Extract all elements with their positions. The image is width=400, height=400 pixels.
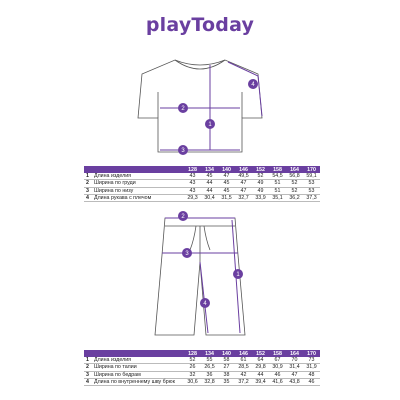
cell: 30,6 (184, 378, 201, 385)
brand-logo: playToday (145, 14, 255, 36)
cell: 47 (235, 180, 252, 187)
size-header: 152 (252, 350, 269, 357)
table-row (84, 180, 320, 187)
pants-size-table (84, 350, 320, 386)
cell: 31,9 (303, 364, 320, 371)
row-label: Длина по внутреннему шву брюк (94, 378, 184, 385)
size-header: 146 (235, 350, 252, 357)
table-header-blank (84, 350, 94, 357)
table-header-blank (94, 166, 184, 173)
cell: 45 (201, 173, 218, 180)
row-number: 3 (84, 187, 94, 194)
size-header: 146 (235, 166, 252, 173)
table-row (84, 378, 320, 385)
cell: 41,6 (269, 378, 286, 385)
cell: 55 (201, 357, 218, 364)
cell: 32,7 (235, 194, 252, 201)
cell: 56,8 (286, 173, 303, 180)
table-row (84, 357, 320, 364)
cell: 30,4 (201, 194, 218, 201)
row-number: 4 (84, 194, 94, 201)
cell: 38 (218, 371, 235, 378)
cell: 44 (201, 180, 218, 187)
tshirt-size-table (84, 166, 320, 202)
size-header: 140 (218, 166, 235, 173)
cell: 36,2 (286, 194, 303, 201)
cell: 52 (184, 357, 201, 364)
size-header: 128 (184, 350, 201, 357)
cell: 47 (218, 173, 235, 180)
pants-marker-4-label: 4 (203, 301, 207, 307)
table-header-blank (84, 166, 94, 173)
row-label: Длина изделия (94, 173, 184, 180)
cell: 27 (218, 364, 235, 371)
table-row (84, 187, 320, 194)
tshirt-size-header-row (84, 166, 320, 173)
cell: 53 (303, 180, 320, 187)
table-header-blank (94, 350, 184, 357)
cell: 35,1 (269, 194, 286, 201)
size-header: 140 (218, 350, 235, 357)
cell: 26,5 (201, 364, 218, 371)
cell: 46 (303, 378, 320, 385)
cell: 64 (252, 357, 269, 364)
row-number: 3 (84, 371, 94, 378)
tshirt-marker-3-label: 3 (181, 148, 185, 154)
row-label: Ширина по талии (94, 364, 184, 371)
row-label: Длина рукава с плечом (94, 194, 184, 201)
cell: 58 (218, 357, 235, 364)
cell: 39,4 (252, 378, 269, 385)
cell: 35 (218, 378, 235, 385)
cell: 47 (235, 187, 252, 194)
cell: 43 (184, 187, 201, 194)
cell: 70 (286, 357, 303, 364)
tshirt-marker-2-label: 2 (181, 106, 185, 112)
cell: 51 (269, 180, 286, 187)
row-number: 2 (84, 364, 94, 371)
cell: 37,3 (303, 194, 320, 201)
cell: 52 (286, 187, 303, 194)
row-number: 1 (84, 173, 94, 180)
size-header: 128 (184, 166, 201, 173)
row-number: 4 (84, 378, 94, 385)
cell: 29,3 (184, 194, 201, 201)
size-header: 170 (303, 166, 320, 173)
cell: 59,1 (303, 173, 320, 180)
cell: 67 (269, 357, 286, 364)
tshirt-drawing (138, 60, 262, 152)
cell: 49 (252, 180, 269, 187)
size-header: 170 (303, 350, 320, 357)
size-header: 158 (269, 350, 286, 357)
row-number: 2 (84, 180, 94, 187)
cell: 53 (303, 187, 320, 194)
cell: 48 (303, 371, 320, 378)
table-row (84, 173, 320, 180)
cell: 36 (201, 371, 218, 378)
pants-drawing (155, 218, 245, 335)
row-label: Ширина по низу (94, 187, 184, 194)
row-label: Ширина по груди (94, 180, 184, 187)
table-row (84, 364, 320, 371)
row-number: 1 (84, 357, 94, 364)
cell: 29,8 (252, 364, 269, 371)
row-label: Ширина по бедрам (94, 371, 184, 378)
cell: 46 (269, 371, 286, 378)
size-header: 164 (286, 350, 303, 357)
table-row (84, 194, 320, 201)
cell: 31,4 (286, 364, 303, 371)
cell: 32,8 (201, 378, 218, 385)
pants-marker-1-label: 1 (236, 272, 240, 278)
cell: 43,8 (286, 378, 303, 385)
row-label: Длина изделия (94, 357, 184, 364)
cell: 31,5 (218, 194, 235, 201)
size-header: 134 (201, 350, 218, 357)
cell: 61 (235, 357, 252, 364)
cell: 37,2 (235, 378, 252, 385)
size-header: 164 (286, 166, 303, 173)
cell: 30,9 (269, 364, 286, 371)
size-header: 158 (269, 166, 286, 173)
cell: 32 (184, 371, 201, 378)
cell: 26 (184, 364, 201, 371)
cell: 52 (286, 180, 303, 187)
cell: 49 (252, 187, 269, 194)
pants-marker-3-label: 3 (185, 251, 189, 257)
cell: 42 (235, 371, 252, 378)
tshirt-marker-1-label: 1 (208, 122, 212, 128)
cell: 73 (303, 357, 320, 364)
cell: 44 (252, 371, 269, 378)
pants-size-header-row (84, 350, 320, 357)
size-header: 134 (201, 166, 218, 173)
cell: 52 (252, 173, 269, 180)
cell: 28,5 (235, 364, 252, 371)
cell: 54,5 (269, 173, 286, 180)
cell: 43 (184, 180, 201, 187)
cell: 47 (286, 371, 303, 378)
tshirt-marker-4-label: 4 (251, 82, 255, 88)
cell: 49,5 (235, 173, 252, 180)
size-header: 152 (252, 166, 269, 173)
table-row (84, 371, 320, 378)
cell: 44 (201, 187, 218, 194)
pants-marker-2-label: 2 (181, 214, 185, 220)
cell: 51 (269, 187, 286, 194)
cell: 43 (184, 173, 201, 180)
cell: 45 (218, 187, 235, 194)
cell: 45 (218, 180, 235, 187)
cell: 33,9 (252, 194, 269, 201)
